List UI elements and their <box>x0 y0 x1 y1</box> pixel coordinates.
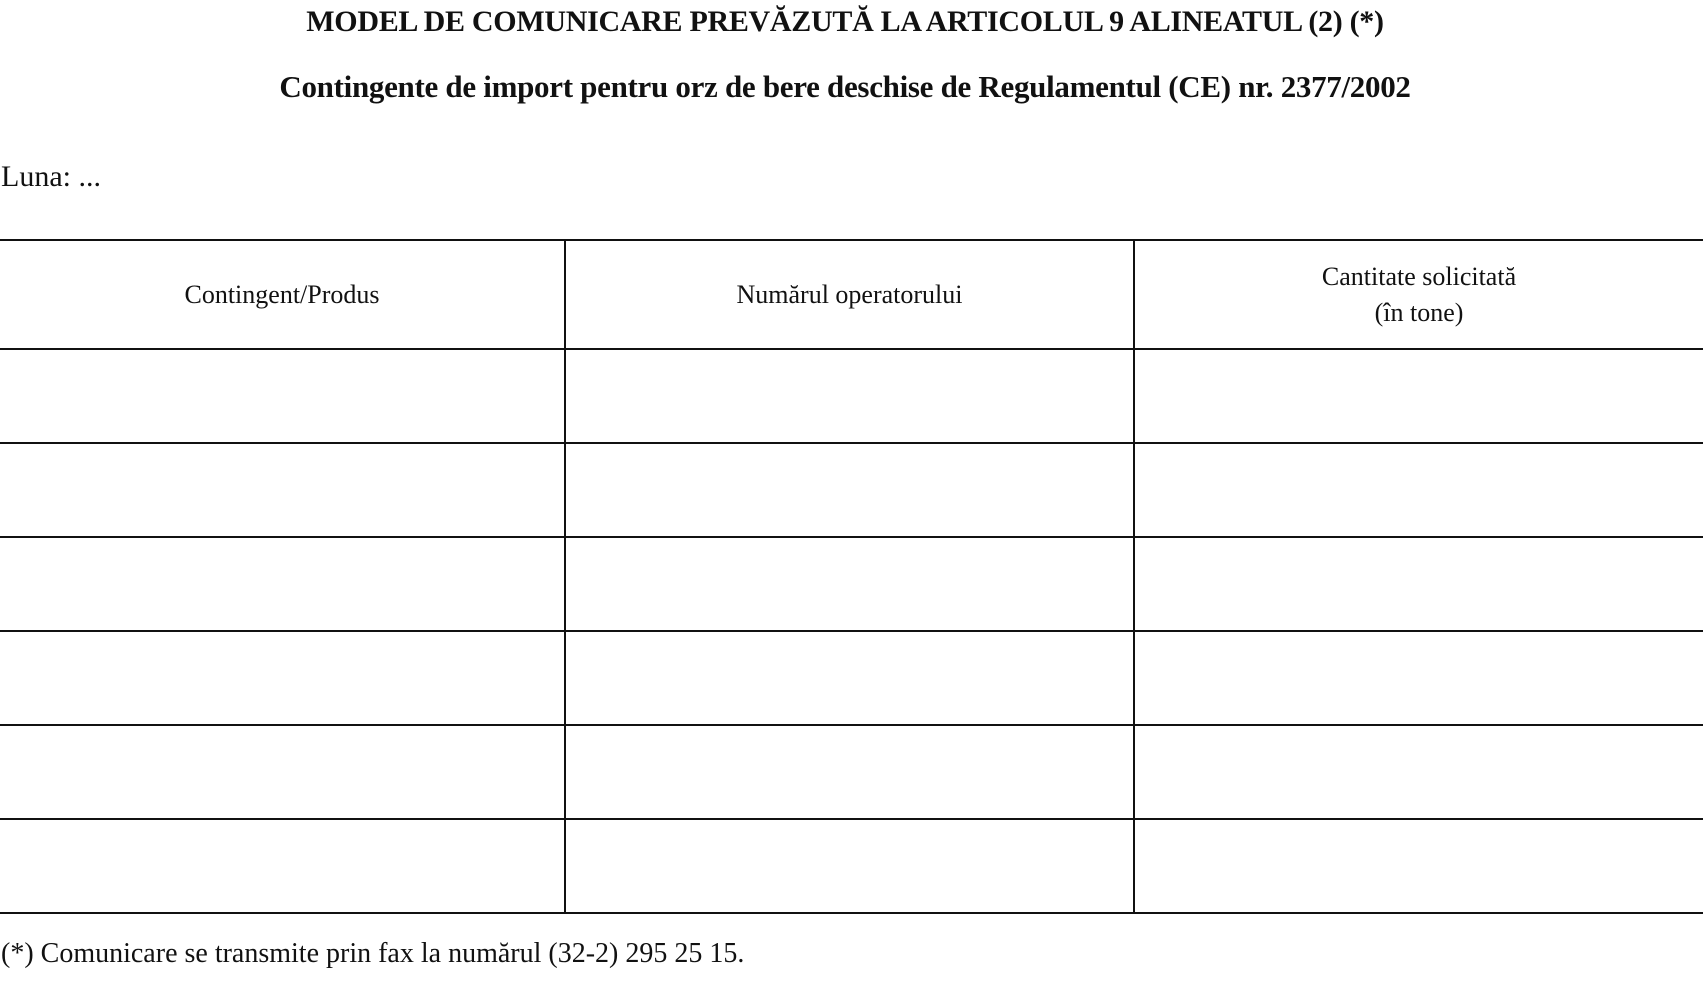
table-cell <box>565 631 1134 725</box>
table-row <box>0 725 1703 819</box>
table-row <box>0 443 1703 537</box>
table-cell <box>565 819 1134 913</box>
table-cell <box>0 631 565 725</box>
table-cell <box>1134 631 1703 725</box>
table-cell <box>0 349 565 443</box>
table-row <box>0 537 1703 631</box>
table-cell <box>565 349 1134 443</box>
table-cell <box>0 725 565 819</box>
header-requested-quantity <box>1134 240 1703 349</box>
table-cell <box>1134 349 1703 443</box>
document-title: MODEL DE COMUNICARE PREVĂZUTĂ LA ARTICOLUL 9 ALINEATUL (2) (*) <box>306 5 1384 38</box>
table-cell <box>0 819 565 913</box>
table-row <box>0 631 1703 725</box>
footnote: (*) Comunicare se transmite prin fax la numărul (32-2) 295 25 15. <box>1 938 745 969</box>
header-line: Contingent/Produs <box>184 279 380 309</box>
table-row <box>0 819 1703 913</box>
table-header-row <box>0 240 1703 349</box>
table-cell <box>0 537 565 631</box>
table-cell <box>1134 537 1703 631</box>
communication-table <box>0 239 1703 914</box>
table-cell <box>565 725 1134 819</box>
table-cell <box>1134 725 1703 819</box>
header-line: Cantitate solicitată <box>1321 261 1517 291</box>
table-cell <box>565 537 1134 631</box>
header-contingent-product <box>0 240 565 349</box>
table-cell <box>565 443 1134 537</box>
table-cell <box>0 443 565 537</box>
table-cell <box>1134 443 1703 537</box>
header-line-unit: (în tone) <box>1374 297 1464 327</box>
header-line: Numărul operatorului <box>736 279 963 309</box>
document-subtitle: Contingente de import pentru orz de bere deschise de Regulamentul (CE) nr. 2377/2002 <box>279 69 1411 104</box>
month-label: Luna: ... <box>1 160 101 193</box>
table-cell <box>1134 819 1703 913</box>
header-operator-number <box>565 240 1134 349</box>
table-row <box>0 349 1703 443</box>
